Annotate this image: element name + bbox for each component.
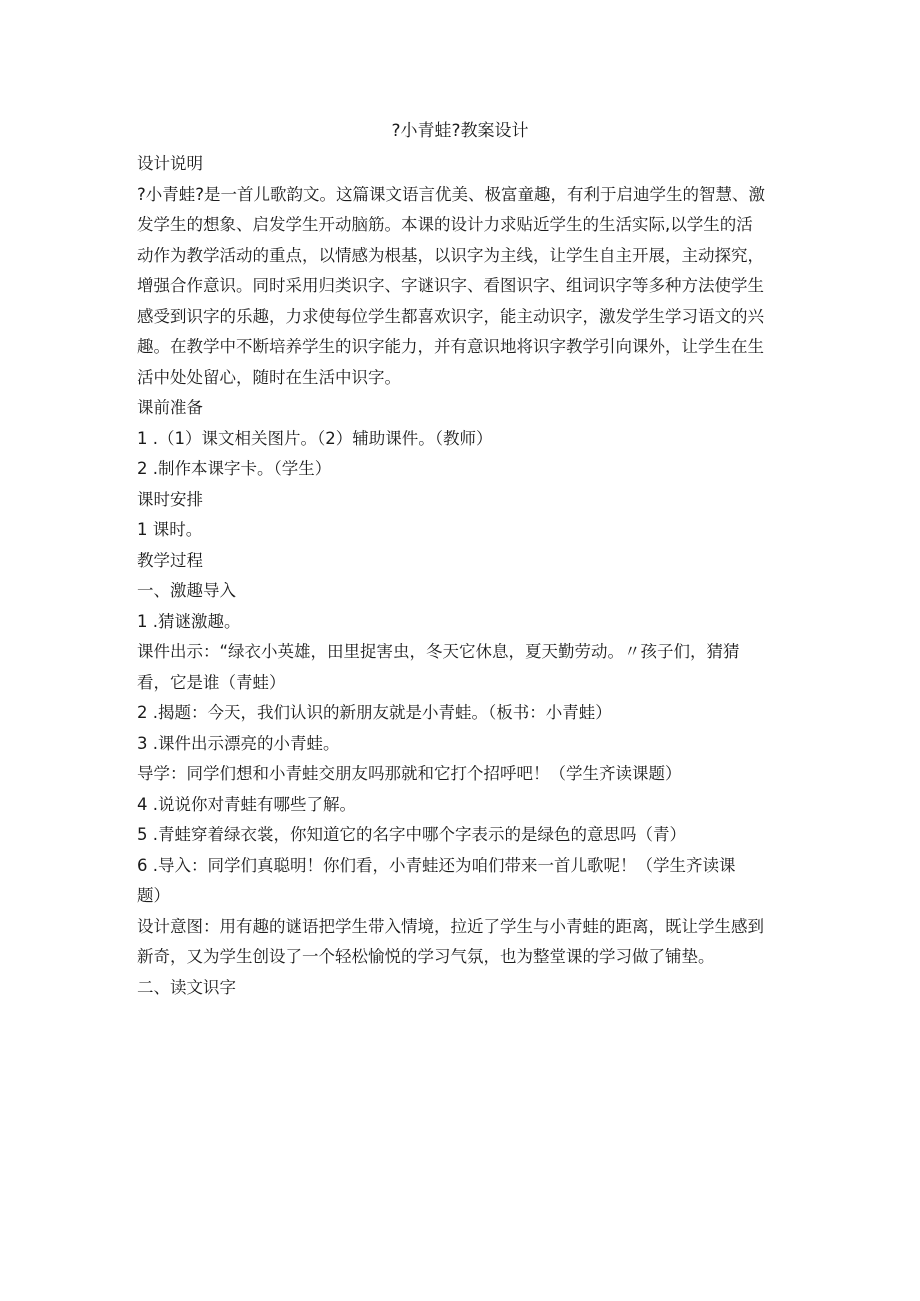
design-note-paragraph xyxy=(137,180,797,394)
document-body xyxy=(137,149,797,1003)
step-item: 5 .青蛙穿着绿衣裳，你知道它的名字中哪个字表示的是绿色的意思吗（青） xyxy=(137,825,686,844)
design-note-line: 感受到识字的乐趣，力求使每位学生都喜欢识字，能主动识字，激发学生学习语文的兴 xyxy=(137,306,764,326)
section-heading: 一、激趣导入 xyxy=(137,581,236,600)
schedule-heading: 课时安排 xyxy=(137,489,203,509)
design-intent-line: 设计意图：用有趣的谜语把学生带入情境，拉近了学生与小青蛙的距离，既让学生感到 xyxy=(137,916,764,936)
prep-item: 1 .（1）课文相关图片。（2）辅助课件。（教师） xyxy=(137,428,493,448)
riddle-line: 课件出示：“绿衣小英雄，田里捉害虫，冬天它休息，夏天勤劳动。〃孩子们，猜猜 xyxy=(137,642,740,661)
step-item: 1 .猜谜激趣。 xyxy=(137,611,241,631)
prep-heading: 课前准备 xyxy=(137,398,203,417)
section-heading: 二、读文识字 xyxy=(137,977,236,997)
prep-item: 2 .制作本课字卡。（学生） xyxy=(137,459,332,478)
riddle-line: 看，它是谁（青蛙） xyxy=(137,672,286,692)
riddle-paragraph xyxy=(137,637,797,698)
process-heading: 教学过程 xyxy=(137,550,203,570)
step-item: 4 .说说你对青蛙有哪些了解。 xyxy=(137,794,356,814)
step-line: 题） xyxy=(137,886,170,905)
design-note-line: 趣。在教学中不断培养学生的识字能力，并有意识地将识字教学引向课外，让学生在生 xyxy=(137,337,764,356)
design-note-heading: 设计说明 xyxy=(137,154,203,173)
design-note-line: 发学生的想象、启发学生开动脑筋。本课的设计力求贴近学生的生活实际,以学生的活 xyxy=(137,215,753,234)
schedule-text: 1 课时。 xyxy=(137,520,203,539)
step-item xyxy=(137,851,797,912)
design-note-line: 活中处处留心，随时在生活中识字。 xyxy=(137,367,401,387)
step-item: 2 .揭题：今天，我们认识的新朋友就是小青蛙。（板书：小青蛙） xyxy=(137,703,612,722)
design-note-line: 动作为教学活动的重点，以情感为根基，以识字为主线，让学生自主开展，主动探究， xyxy=(137,245,764,265)
document-title: ?小青蛙?教案设计 xyxy=(391,121,529,141)
guide-text: 导学：同学们想和小青蛙交朋友吗那就和它打个招呼吧！（学生齐读课题） xyxy=(137,764,682,783)
step-line: 6 .导入：同学们真聪明！你们看，小青蛙还为咱们带来一首儿歌呢！（学生齐读课 xyxy=(137,855,736,875)
step-item: 3 .课件出示漂亮的小青蛙。 xyxy=(137,733,340,753)
design-note-line: ?小青蛙?是一首儿歌韵文。这篇课文语言优美、极富童趣，有利于启迪学生的智慧、激 xyxy=(137,184,766,204)
design-intent-paragraph xyxy=(137,912,797,973)
design-note-line: 增强合作意识。同时采用归类识字、字谜识字、看图识字、组词识字等多种方法使学生 xyxy=(137,276,764,295)
design-intent-line: 新奇，又为学生创设了一个轻松愉悦的学习气氛，也为整堂课的学习做了铺垫。 xyxy=(137,947,715,966)
